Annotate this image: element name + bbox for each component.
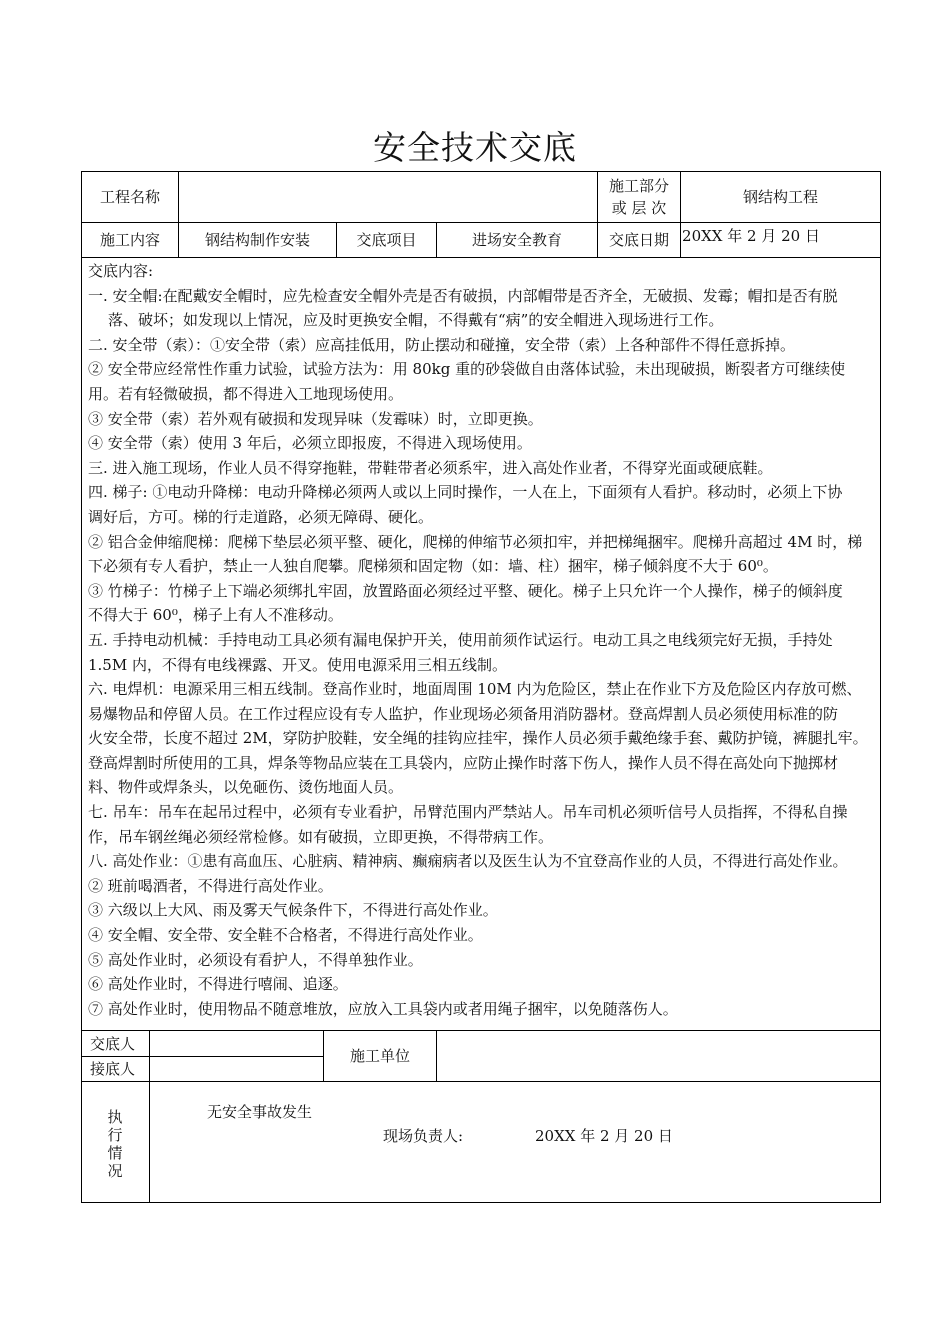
row-divider bbox=[81, 1030, 881, 1031]
content-line: 易爆物品和停留人员。在工作过程应设有专人监护，作业现场必须备用消防器材。登高焊割人员必须使用标准的防 bbox=[88, 704, 839, 723]
content-line: 用。若有轻微破损，都不得进入工地现场使用。 bbox=[88, 384, 404, 403]
content-line: 六. 电焊机：电源采用三相五线制。登高作业时，地面周围 10M 内为危险区，禁止在作业下方及危险区内存放可燃、 bbox=[88, 680, 862, 699]
part-value: 钢结构工程 bbox=[742, 188, 818, 206]
construction-content-value: 钢结构制作安装 bbox=[204, 231, 310, 249]
content-line: ② 安全带应经常性作重力试验，试验方法为：用 80kg 重的砂袋做自由落体试验，未出现破损，断裂者方可继续使 bbox=[88, 360, 846, 379]
discloser-label: 交底人 bbox=[90, 1034, 136, 1053]
content-line: ④ 安全帽、安全带、安全鞋不合格者，不得进行高处作业。 bbox=[88, 926, 483, 945]
construction-unit-label: 施工单位 bbox=[349, 1047, 410, 1065]
date-label: 交底日期 bbox=[608, 231, 669, 249]
project-name-label: 工程名称 bbox=[99, 188, 160, 206]
execution-text: 无安全事故发生 bbox=[207, 1103, 313, 1121]
content-line: ④ 安全带（索）使用 3 年后，必须立即报废，不得进入现场使用。 bbox=[88, 434, 532, 453]
item-label: 交底项目 bbox=[356, 231, 417, 249]
content-line: ⑦ 高处作业时，使用物品不随意堆放，应放入工具袋内或者用绳子捆牢，以免随落伤人。 bbox=[88, 999, 678, 1018]
content-line: ② 班前喝酒者，不得进行高处作业。 bbox=[88, 876, 333, 895]
row-divider bbox=[81, 1081, 881, 1082]
part-label-line1: 施工部分 bbox=[608, 177, 669, 195]
content-line: ③ 安全带（索）若外观有破损和发现异味（发霉味）时，立即更换。 bbox=[88, 409, 543, 428]
content-line: ⑤ 高处作业时，必须设有看护人，不得单独作业。 bbox=[88, 950, 423, 969]
execution-label-char: 况 bbox=[107, 1162, 123, 1180]
content-line: 八. 高处作业：①患有高血压、心脏病、精神病、癫痫病者以及医生认为不宜登高作业的人员，不得进行高处作业。 bbox=[88, 852, 848, 871]
content-heading: 交底内容: bbox=[88, 262, 154, 280]
content-line: 一. 安全帽:在配戴安全帽时，应先检查安全帽外壳是否有破损，内部帽带是否齐全，无破损、发霉；帽扣是否有脱 bbox=[88, 286, 838, 305]
content-line: 作，吊车钢丝绳必须经常检修。如有破损，立即更换，不得带病工作。 bbox=[88, 827, 554, 846]
content-line: ③ 竹梯子：竹梯子上下端必须绑扎牢固，放置路面必须经过平整、硬化。梯子上只允许一个人操作，梯子的倾斜度 bbox=[88, 581, 843, 600]
execution-date: 20XX 年 2 月 20 日 bbox=[535, 1127, 673, 1145]
construction-content-label: 施工内容 bbox=[99, 231, 160, 249]
content-line: 三. 进入施工现场，作业人员不得穿拖鞋，带鞋带者必须系牢，进入高处作业者，不得穿光面或硬底鞋。 bbox=[88, 458, 773, 477]
content-line: 落、破坏；如发现以上情况，应及时更换安全帽，不得戴有“病”的安全帽进入现场进行工作。 bbox=[108, 311, 724, 330]
content-line: ② 铝合金伸缩爬梯：爬梯下垫层必须平整、硬化，爬梯的伸缩节必须扣牢，并把梯绳捆牢。爬梯升高超过 4M 时，梯 bbox=[88, 532, 863, 551]
page-title: 安全技术交底 bbox=[373, 128, 577, 167]
execution-label-char: 情 bbox=[107, 1144, 123, 1162]
content-line: 不得大于 60⁰，梯子上有人不准移动。 bbox=[88, 606, 343, 625]
column-divider bbox=[436, 1030, 437, 1081]
content-line: ⑥ 高处作业时，不得进行嘻闹、追逐。 bbox=[88, 975, 348, 994]
date-value: 20XX 年 2 月 20 日 bbox=[682, 227, 820, 245]
item-value: 进场安全教育 bbox=[471, 231, 562, 249]
column-divider bbox=[149, 1030, 150, 1202]
content-line: 七. 吊车：吊车在起吊过程中，必须有专业看护，吊臂范围内严禁站人。吊车司机必须听信号人员指挥，不得私自操 bbox=[88, 803, 848, 822]
execution-label-char: 执 bbox=[107, 1108, 123, 1126]
content-line: 五. 手持电动机械：手持电动工具必须有漏电保护开关，使用前须作试运行。电动工具之电线须完好无损，手持处 bbox=[88, 630, 833, 649]
content-line: 1.5M 内，不得有电线裸露、开叉。使用电源采用三相五线制。 bbox=[88, 655, 507, 674]
part-label bbox=[598, 172, 680, 222]
content-line: ③ 六级以上大风、雨及雾天气候条件下，不得进行高处作业。 bbox=[88, 901, 498, 920]
execution-label-char: 行 bbox=[107, 1126, 123, 1144]
receiver-label: 接底人 bbox=[90, 1060, 136, 1078]
content-line: 料、物件或焊条头，以免砸伤、烫伤地面人员。 bbox=[88, 778, 404, 797]
content-line: 四. 梯子: ①电动升降梯：电动升降梯必须两人或以上同时操作，一人在上，下面须有人看护。移动时，必须上下协 bbox=[88, 483, 843, 502]
row-divider bbox=[81, 257, 881, 258]
content-line: 火安全带，长度不超过 2M，穿防护胶鞋，安全绳的挂钩应挂牢，操作人员必须手戴绝缘手套、戴防护镜，裤腿扎牢。 bbox=[88, 729, 868, 748]
site-manager-label: 现场负责人: bbox=[383, 1127, 464, 1145]
content-line: 登高焊割时所使用的工具，焊条等物品应装在工具袋内，应防止操作时落下伤人，操作人员不得在高处向下抛掷材 bbox=[88, 753, 839, 772]
content-line: 二. 安全带（索）：①安全带（索）应高挂低用，防止摆动和碰撞，安全带（索）上各种部件不得任意拆掉。 bbox=[88, 335, 796, 354]
content-line: 调好后，方可。梯的行走道路，必须无障碍、硬化。 bbox=[88, 507, 434, 526]
execution-label bbox=[100, 1108, 130, 1180]
disclosure-content bbox=[88, 259, 876, 1021]
project-name-value bbox=[179, 172, 597, 222]
part-label-line2: 或 层 次 bbox=[611, 199, 667, 217]
content-line: 下必须有专人看护，禁止一人独自爬攀。爬梯须和固定物（如：墙、柱）捆牢，梯子倾斜度不大于 60⁰。 bbox=[88, 557, 778, 576]
